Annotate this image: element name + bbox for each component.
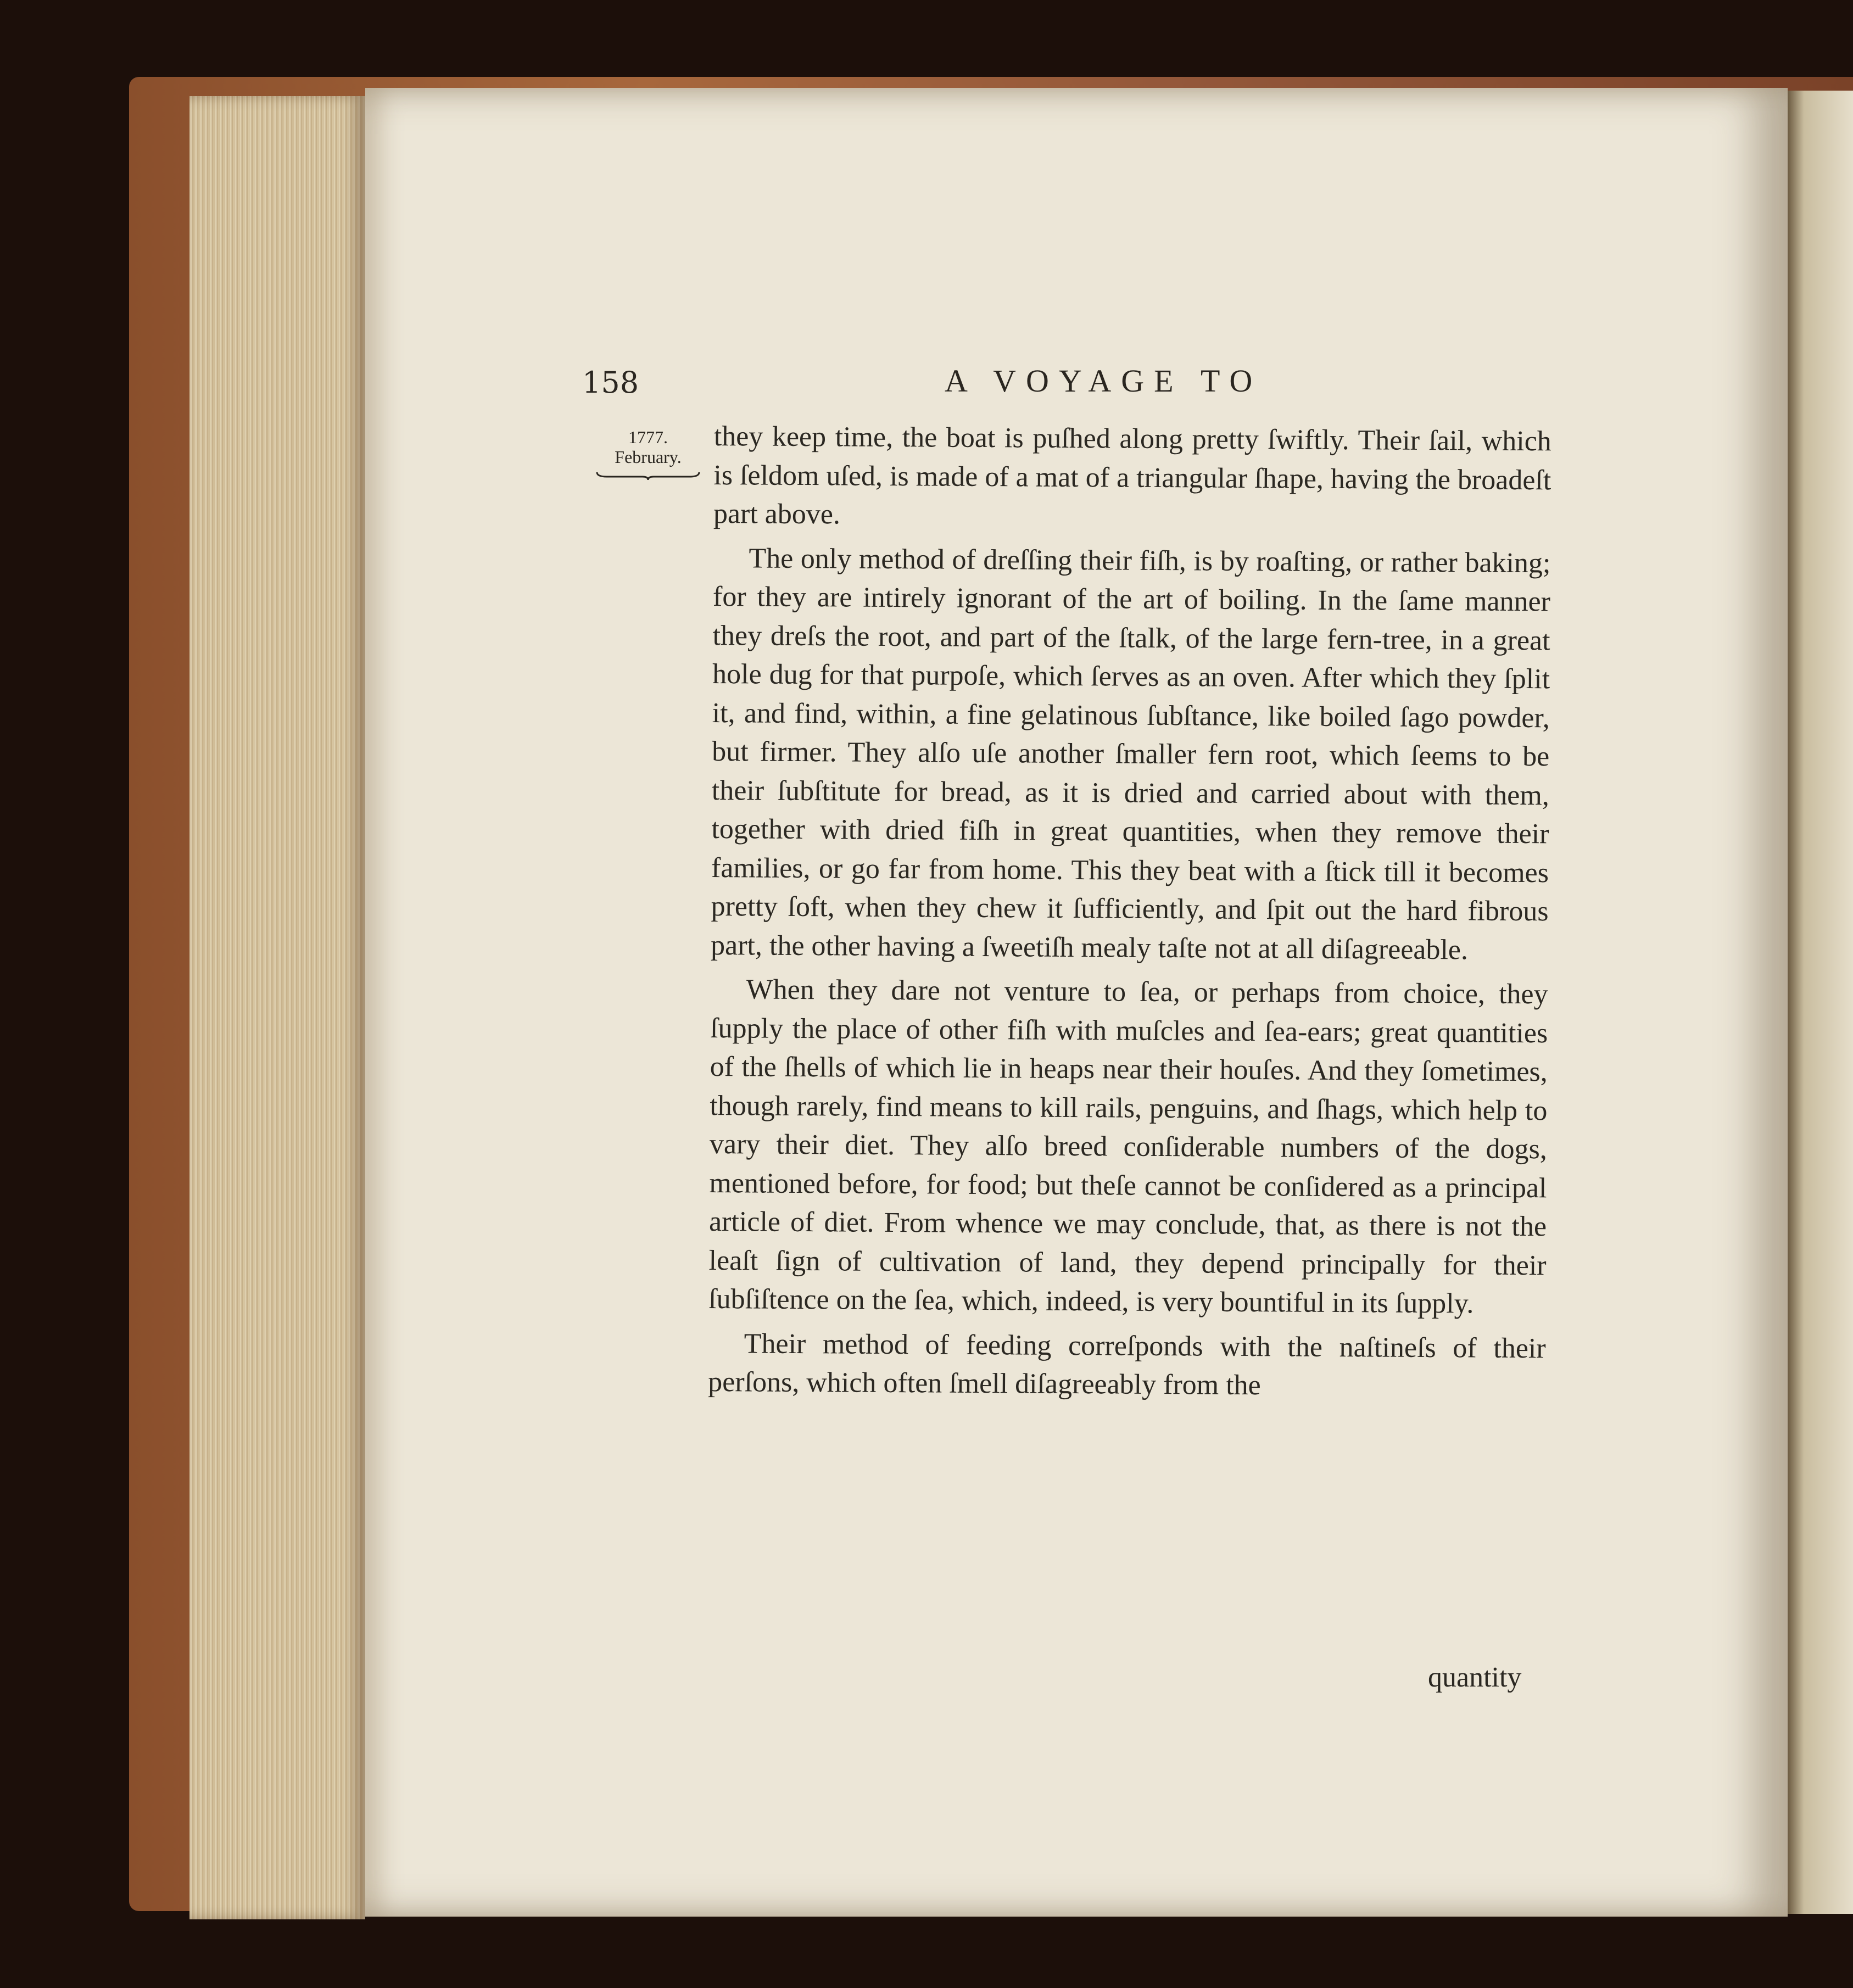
paragraph-1: they keep time, the boat is puſhed along pretty ſwiftly. Their ſail, which is ſeldom uſed, is made of a mat of a triangular ſhape, having the broadeſt part above. — [713, 420, 1551, 530]
page-number: 158 — [582, 365, 639, 400]
paragraph-3: When they dare not venture to ſea, or perhaps from choice, they ſupply the place of other fiſh with muſcles and ſea-ears; great quantities of the ſhells of which lie in heaps near their houſes. And they ſometimes, though rarely, find means to kill rails, penguins, and ſhags, which help to vary their diet. They alſo breed conſiderable numbers of the dogs, mentioned before, for food; but theſe cannot be conſidered as a principal article of diet. From whence we may conclude, that, as there is not the leaſt ſign of cultivation of land, they depend principally for their ſubſiſtence on the ſea, which, indeed, is very bountiful in its ſupply. — [708, 974, 1548, 1320]
running-title: A VOYAGE TO — [945, 363, 1263, 399]
brace-icon — [596, 470, 700, 481]
marginal-year: 1777. — [628, 427, 668, 447]
paragraph-4: Their method of feeding correſponds with the naſtineſs of their perſons, which often ſmell diſagreeably from the — [708, 1327, 1546, 1401]
facing-page-edge — [1788, 91, 1853, 1914]
marginal-note — [590, 427, 706, 481]
paragraph-2: The only method of dreſſing their fiſh, is by roaſting, or rather baking; for they are intirely ignorant of the art of boiling. In the ſame manner they dreſs the root, and part of the ſtalk, of the large fern-tree, in a great hole dug for that purpoſe, which ſerves as an oven. After which they ſplit it, and find, within, a fine gelatinous ſubſtance, like boiled ſago powder, but firmer. They alſo uſe another ſmaller fern root, which ſeems to be their ſubſtitute for bread, as it is dried and carried about with them, together with dried fiſh in great quantities, when they remove their families, or go far from home. This they beat with a ſtick till it becomes pretty ſoft, when they chew it ſufficiently, and ſpit out the hard fibrous part, the other having a ſweetiſh mealy taſte not at all diſagreeable. — [710, 542, 1551, 965]
catchword: quantity — [1428, 1662, 1522, 1693]
body-text — [708, 417, 1551, 1412]
marginal-month: February. — [615, 447, 682, 467]
page-edges — [189, 96, 365, 1919]
